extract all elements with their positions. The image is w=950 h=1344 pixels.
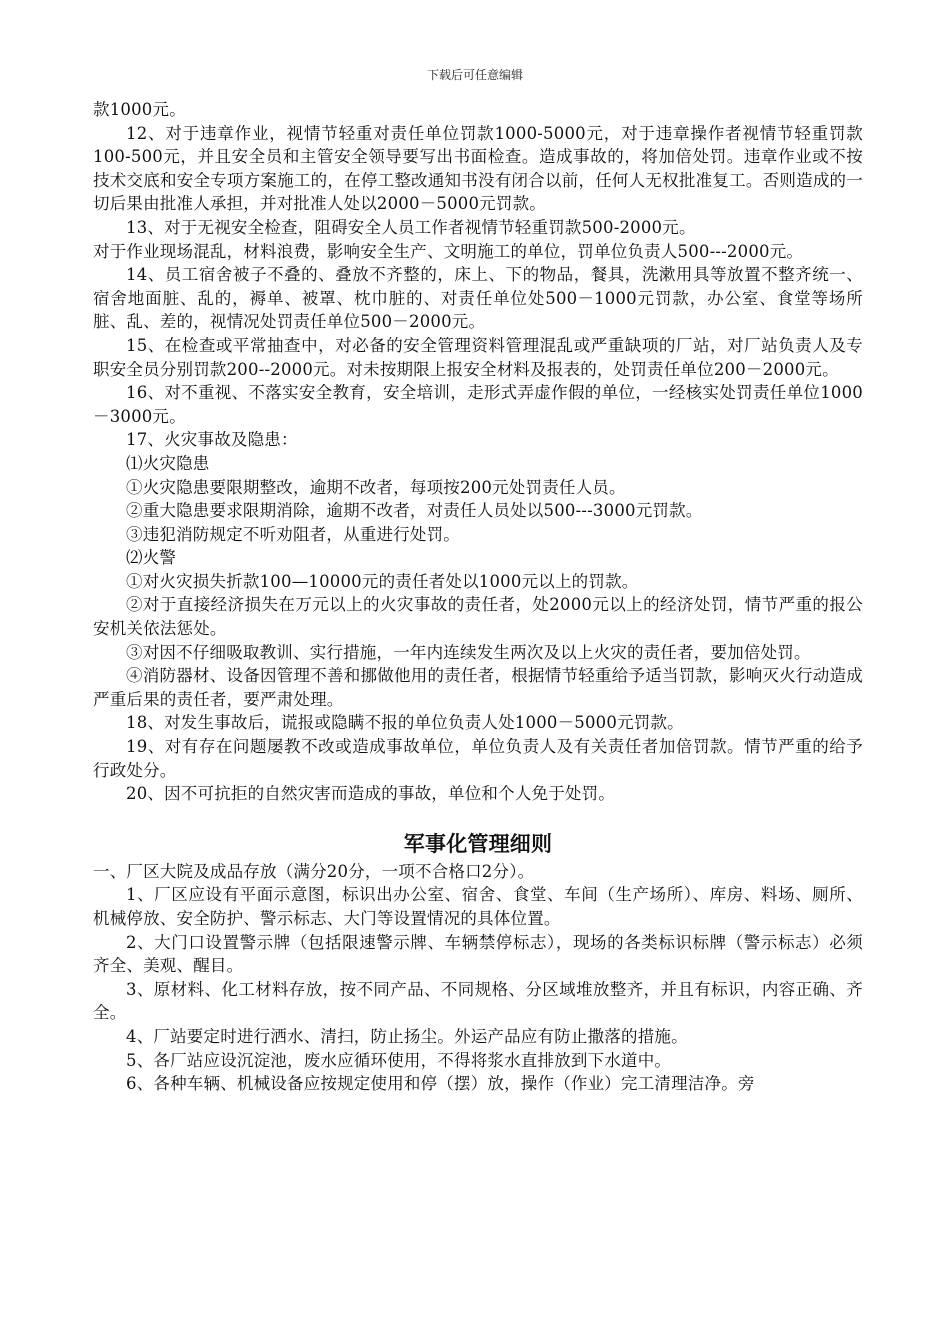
section-paragraph: 1、厂区应设有平面示意图，标识出办公室、宿舍、食堂、车间（生产场所）、库房、料场、厕所、机械停放、安全防护、警示标志、大门等设置情况的具体位置。 <box>93 885 863 928</box>
paragraph: ②重大隐患要求限期消除，逾期不改者，对责任人员处以500---3000元罚款。 <box>126 501 703 521</box>
paragraph: 对于作业现场混乱，材料浪费，影响安全生产、文明施工的单位，罚单位负责人500---2000元。 <box>93 241 804 261</box>
paragraph: 款1000元。 <box>93 100 186 119</box>
page-header: 下载后可任意编辑 <box>426 68 523 82</box>
paragraph: 17、火灾事故及隐患： <box>126 430 298 450</box>
paragraph: ①对火灾损失折款100—10000元的责任者处以1000元以上的罚款。 <box>126 571 639 591</box>
section-paragraph: 5、各厂站应设沉淀池，废水应循环使用，不得将浆水直排放到下水道中。 <box>126 1050 672 1070</box>
section-paragraph: 2、大门口设置警示牌（包括限速警示牌、车辆禁停标志），现场的各类标识标牌（警示标志）必须齐全、美观、醒目。 <box>93 932 863 976</box>
document-body <box>93 98 863 1096</box>
paragraph: ⑵火警 <box>126 548 177 568</box>
paragraph: ③对因不仔细吸取教训、实行措施，一年内连续发生两次及以上火灾的责任者，要加倍处罚。 <box>126 642 811 662</box>
section-paragraph: 4、厂站要定时进行洒水、清扫，防止扬尘。外运产品应有防止撒落的措施。 <box>126 1026 688 1046</box>
section-paragraph: 一、厂区大院及成品存放（满分20分，一项不合格口2分）。 <box>93 861 535 881</box>
paragraph: ③违犯消防规定不听劝阻者，从重进行处罚。 <box>126 524 460 544</box>
paragraph: 16、对不重视、不落实安全教育，安全培训，走形式弄虚作假的单位，一经核实处罚责任单位1000－3000元。 <box>93 383 863 426</box>
section-paragraph: 6、各种车辆、机械设备应按规定使用和停（摆）放，操作（作业）完工清理洁净。旁 <box>126 1074 755 1094</box>
paragraph: 20、因不可抗拒的自然灾害而造成的事故，单位和个人免于处罚。 <box>126 784 615 804</box>
paragraph: 19、对有存在问题屡教不改或造成事故单位，单位负责人及有关责任者加倍罚款。情节严重的给予行政处分。 <box>93 737 863 780</box>
paragraph: 12、对于违章作业，视情节轻重对责任单位罚款1000-5000元，对于违章操作者视情节轻重罚款100-500元，并且安全员和主管安全领导要写出书面检查。造成事故的，将加倍处罚。违章作业或不按技术交底和安全专项方案施工的，在停工整改通知书没有闭合以前，任何人无权批准复工。否则造成的一切后果由批准人承担，并对批准人处以2000－5000元罚款。 <box>93 123 863 214</box>
paragraph: ⑴火灾隐患 <box>126 453 210 473</box>
paragraph: ①火灾隐患要限期整改，逾期不改者，每项按200元处罚责任人员。 <box>126 477 626 497</box>
paragraph: ④消防器材、设备因管理不善和挪做他用的责任者，根据情节轻重给予适当罚款，影响灭火行动造成严重后果的责任者，要严肃处理。 <box>93 666 863 709</box>
paragraph: 15、在检查或平常抽查中，对必备的安全管理资料管理混乱或严重缺项的厂站，对厂站负责人及专职安全员分别罚款200--2000元。对未按期限上报安全材料及报表的，处罚责任单位200－2000元。 <box>93 335 863 379</box>
paragraph: 18、对发生事故后，谎报或隐瞒不报的单位负责人处1000－5000元罚款。 <box>126 713 684 733</box>
paragraph: 14、员工宿舍被子不叠的、叠放不齐整的，床上、下的物品，餐具，洗漱用具等放置不整齐统一、宿舍地面脏、乱的，褥单、被罩、枕巾脏的、对责任单位处500－1000元罚款，办公室、食堂等场所脏、乱、差的，视情况处罚责任单位500－2000元。 <box>93 265 863 332</box>
paragraph: ②对于直接经济损失在万元以上的火灾事故的责任者，处2000元以上的经济处罚，情节严重的报公安机关依法惩处。 <box>93 595 863 639</box>
section-title: 军事化管理细则 <box>403 831 553 856</box>
paragraph: 13、对于无视安全检查，阻碍安全人员工作者视情节轻重罚款500-2000元。 <box>126 217 696 237</box>
section-paragraph: 3、原材料、化工材料存放，按不同产品、不同规格、分区域堆放整齐，并且有标识，内容正确、齐全。 <box>93 979 863 1023</box>
